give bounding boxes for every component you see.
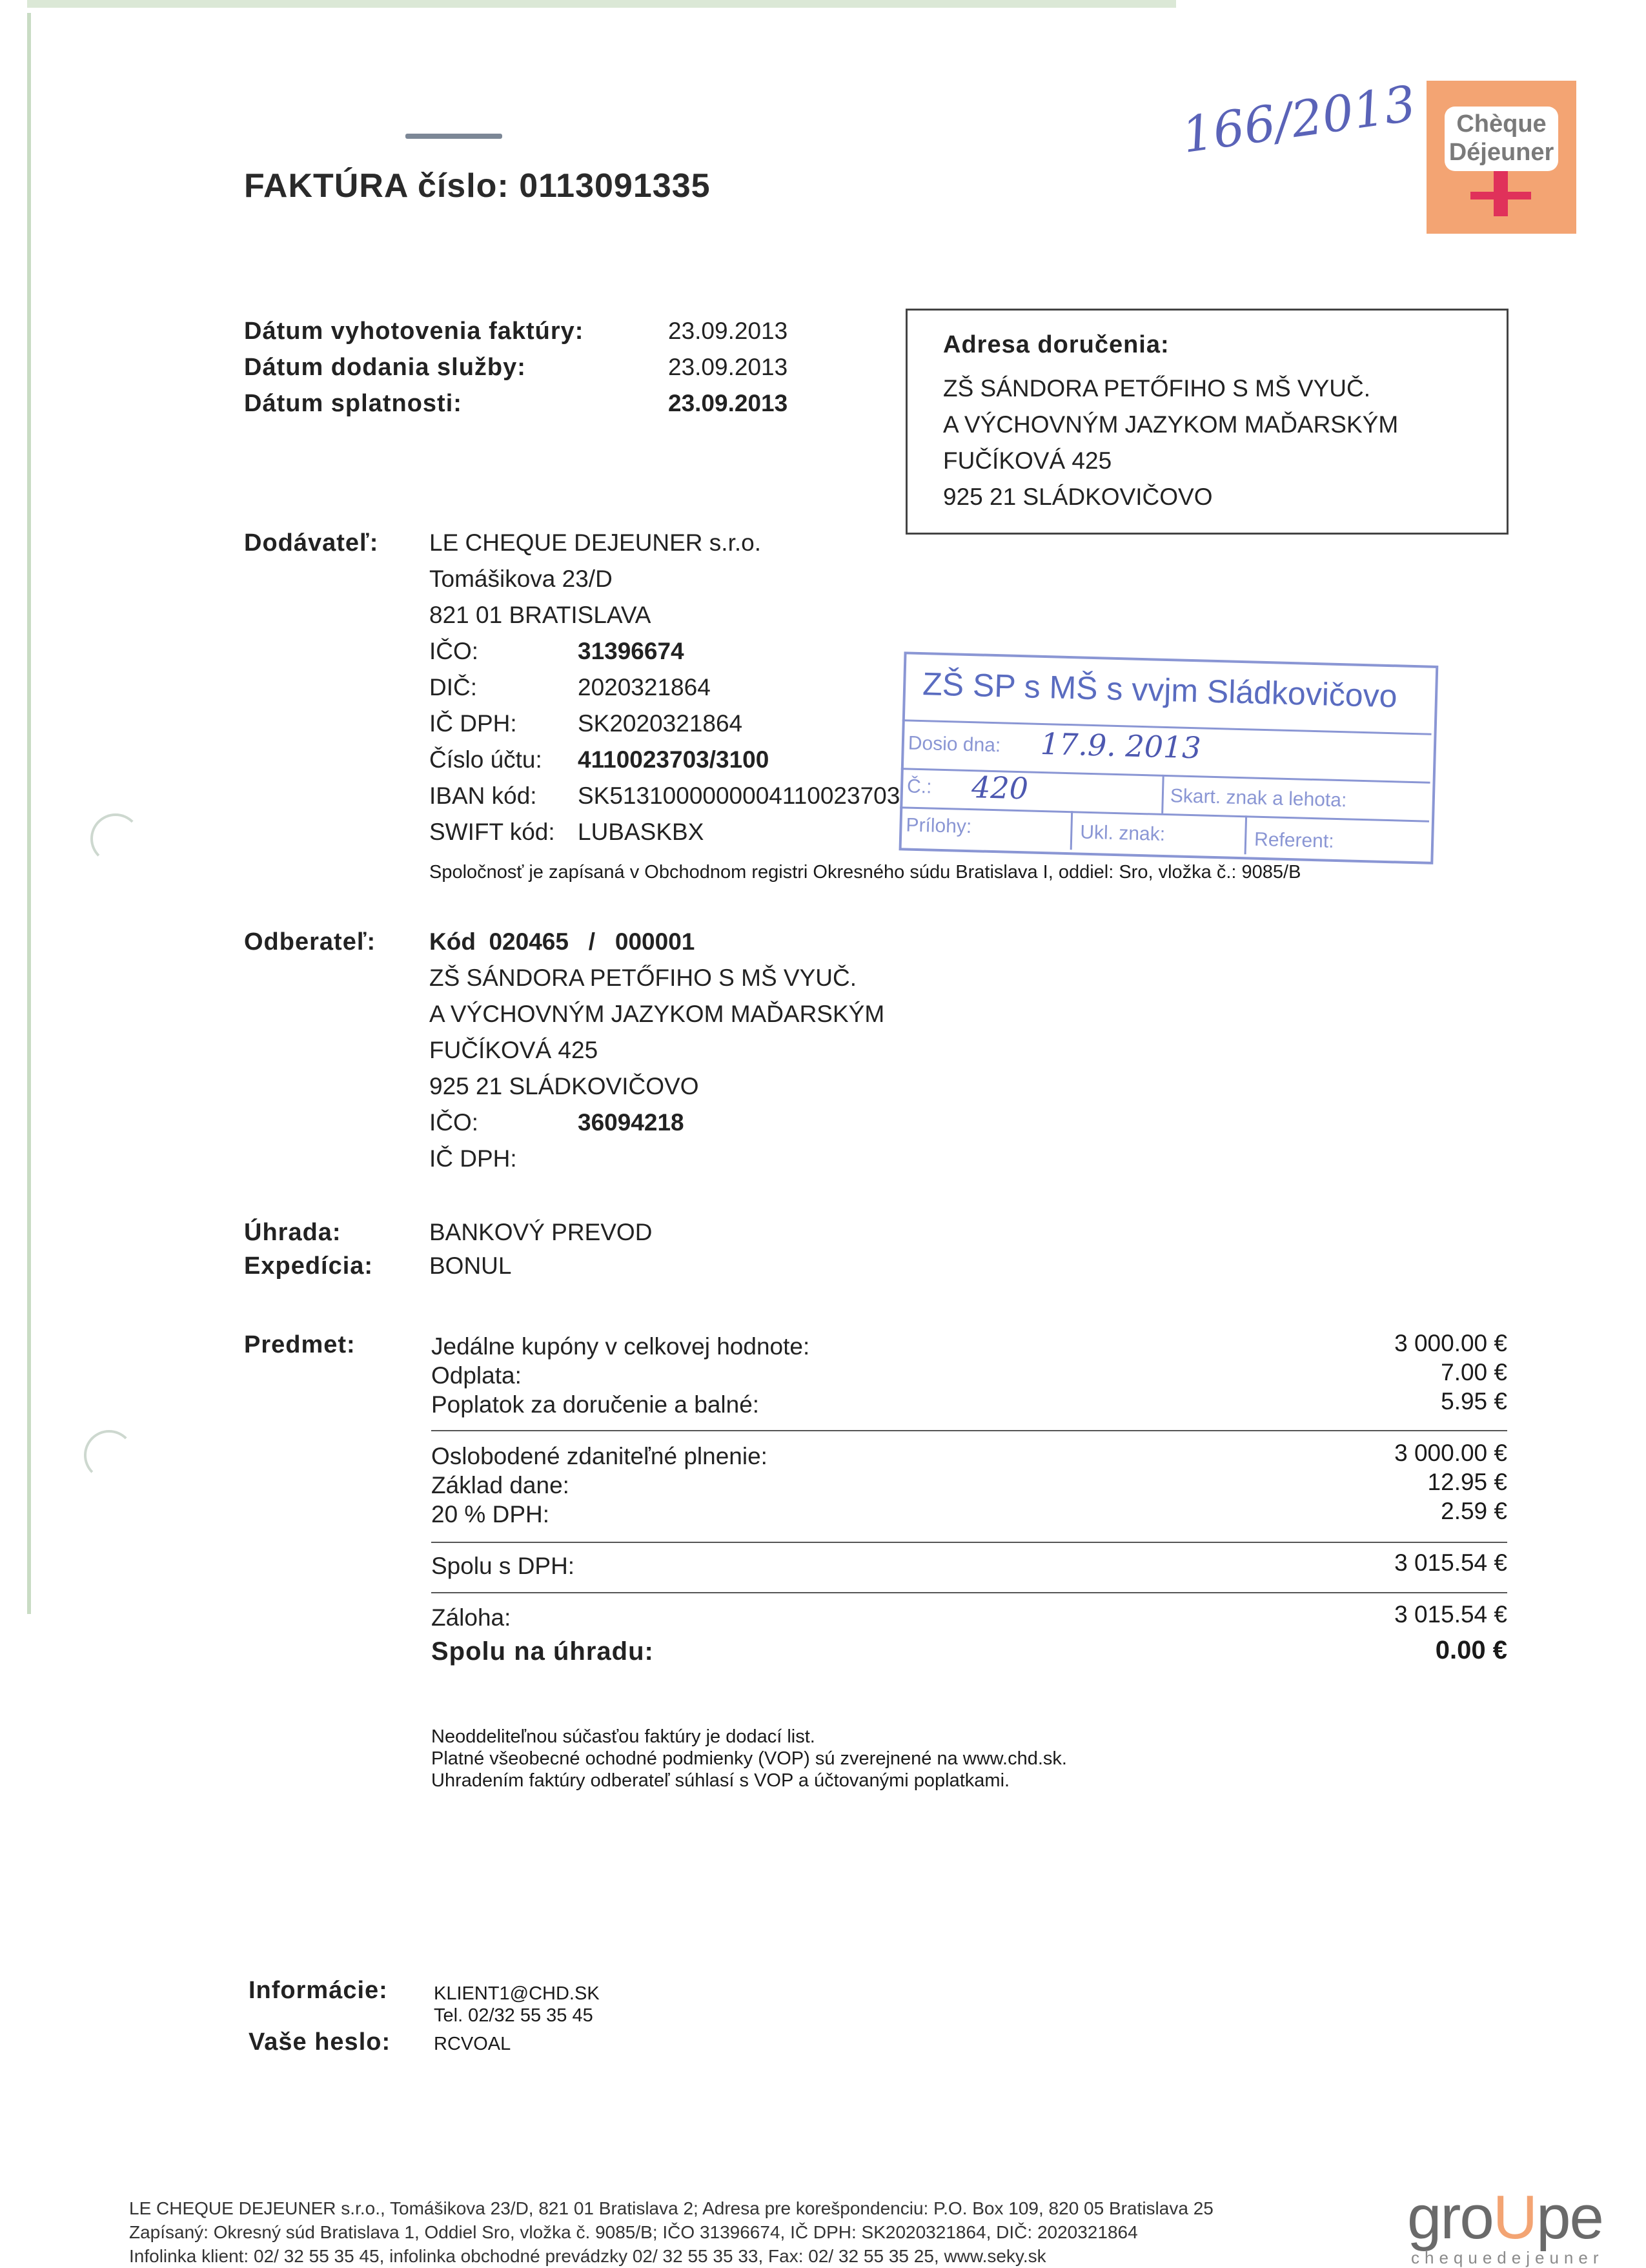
item-label: 20 % DPH: [431, 1501, 550, 1527]
invoice-title: FAKTÚRA číslo: 0113091335 [244, 167, 711, 205]
divider [431, 1430, 1507, 1431]
supplier-swift-value: LUBASKBX [578, 819, 704, 845]
date-due-label: Dátum splatnosti: [244, 390, 462, 417]
supplier-label: Dodávateľ: [244, 529, 379, 557]
supplier-iban-value: SK5131000000004110023703 [578, 782, 900, 809]
expedition-value: BONUL [429, 1252, 512, 1279]
groupe-logo [1407, 2182, 1603, 2253]
logo-text-box [1445, 107, 1558, 171]
info-email: KLIENT1@CHD.SK [434, 1983, 600, 2004]
customer-ico-value: 36094218 [578, 1109, 684, 1136]
password-label: Vaše heslo: [249, 2028, 391, 2056]
date-due-value: 23.09.2013 [668, 390, 788, 416]
footer-line: Infolinka klient: 02/ 32 55 35 45, infolinka obchodné prevádzky 02/ 32 55 35 33, Fax: 02/ 32 55 35 25, www.seky.sk [129, 2246, 1046, 2266]
scan-edge-top [27, 0, 1176, 8]
stamp-number-value: 420 [971, 770, 1029, 806]
supplier-swift-label: SWIFT kód: [429, 819, 555, 845]
date-delivered-label: Dátum dodania služby: [244, 354, 526, 381]
cheque-dejeuner-logo [1427, 81, 1576, 234]
date-issued-label: Dátum vyhotovenia faktúry: [244, 318, 584, 345]
stamp-number-label: Č.: [906, 775, 932, 798]
supplier-iban-label: IBAN kód: [429, 782, 537, 809]
payment-label: Úhrada: [244, 1219, 341, 1246]
item-label: Oslobodené zdaniteľné plnenie: [431, 1443, 767, 1469]
item-label: Poplatok za doručenie a balné: [431, 1391, 760, 1418]
item-amount: 12.95 € [1427, 1469, 1507, 1495]
supplier-ico-value: 31396674 [578, 638, 684, 664]
stamp-ukl-label: Ukl. znak: [1079, 821, 1166, 846]
divider [431, 1542, 1507, 1543]
punch-hole-icon [90, 813, 141, 864]
expedition-label: Expedícia: [244, 1252, 374, 1280]
item-amount: 3 000.00 € [1394, 1440, 1507, 1466]
customer-code: Kód 020465 / 000001 [429, 928, 695, 955]
total-vat-label: Spolu s DPH: [431, 1553, 575, 1579]
customer-line: 925 21 SLÁDKOVIČOVO [429, 1073, 699, 1099]
stamp-dosio-value: 17.9. 2013 [1040, 726, 1202, 766]
groupe-logo-part: gro [1407, 2183, 1493, 2252]
supplier-name: LE CHEQUE DEJEUNER s.r.o. [429, 529, 762, 556]
item-label: Odplata: [431, 1362, 522, 1389]
item-label: Jedálne kupóny v celkovej hodnote: [431, 1333, 810, 1360]
stamp-referent-label: Referent: [1254, 828, 1334, 852]
supplier-icdph-label: IČ DPH: [429, 710, 517, 737]
customer-ico-label: IČO: [429, 1109, 479, 1136]
customer-icdph-label: IČ DPH: [429, 1145, 517, 1172]
scan-edge-left [27, 13, 31, 1614]
note-line: Platné všeobecné ochodné podmienky (VOP) sú zverejnené na www.chd.sk. [431, 1748, 1067, 1769]
payment-value: BANKOVÝ PREVOD [429, 1219, 653, 1245]
handwritten-number: 166/2013 [1178, 74, 1419, 164]
item-amount: 3 000.00 € [1394, 1330, 1507, 1356]
supplier-icdph-value: SK2020321864 [578, 710, 743, 737]
item-amount: 5.95 € [1441, 1388, 1507, 1415]
customer-line: A VÝCHOVNÝM JAZYKOM MAĎARSKÝM [429, 1001, 885, 1027]
punch-hole-icon [84, 1430, 134, 1480]
info-tel: Tel. 02/32 55 35 45 [434, 2005, 593, 2026]
supplier-account-label: Číslo účtu: [429, 746, 542, 773]
footer-line: Zapísaný: Okresný súd Bratislava 1, Oddiel Sro, vložka č. 9085/B; IČO 31396674, IČ DPH: SK2020321864, DIČ: 2020321864 [129, 2222, 1138, 2242]
supplier-street: Tomášikova 23/D [429, 566, 613, 592]
groupe-logo-part: pe [1536, 2183, 1603, 2252]
customer-line: FUČÍKOVÁ 425 [429, 1037, 598, 1063]
supplier-ico-label: IČO: [429, 638, 479, 664]
logo-line1: Chèque [1456, 110, 1547, 138]
supplier-account-value: 4110023703/3100 [578, 746, 769, 773]
date-issued-value: 23.09.2013 [668, 318, 788, 344]
delivery-address-label: Adresa doručenia: [943, 331, 1170, 358]
delivery-address-line: FUČÍKOVÁ 425 [943, 447, 1112, 474]
divider [431, 1592, 1507, 1593]
total-vat-amount: 3 015.54 € [1394, 1549, 1507, 1576]
supplier-dic-value: 2020321864 [578, 674, 711, 700]
stamp-skart-label: Skart. znak a lehota: [1170, 785, 1347, 812]
delivery-address-line: A VÝCHOVNÝM JAZYKOM MAĎARSKÝM [943, 411, 1399, 438]
note-line: Neoddeliteľnou súčasťou faktúry je dodací list. [431, 1726, 815, 1747]
delivery-address-box [906, 309, 1509, 535]
groupe-logo-part: U [1492, 2183, 1537, 2252]
stamp-prilohy-label: Prílohy: [906, 814, 972, 838]
to-pay-label: Spolu na úhradu: [431, 1637, 654, 1666]
stamp-dosio-label: Dosio dna: [908, 732, 1001, 757]
info-label: Informácie: [249, 1977, 388, 2004]
stamp-header: ZŠ SP s MŠ s vvjm Sládkovičovo [922, 666, 1398, 715]
logo-line2: Déjeuner [1448, 139, 1554, 166]
subject-label: Predmet: [244, 1331, 356, 1358]
date-delivered-value: 23.09.2013 [668, 354, 788, 380]
supplier-dic-label: DIČ: [429, 674, 477, 700]
customer-line: ZŠ SÁNDORA PETŐFIHO S MŠ VYUČ. [429, 965, 857, 991]
footer-line: LE CHEQUE DEJEUNER s.r.o., Tomášikova 23/D, 821 01 Bratislava 2; Adresa pre korešpondenciu: P.O. Box 109, 820 05 Bratislava 25 [129, 2198, 1214, 2218]
registry-stamp [899, 651, 1434, 884]
registry-note: Spoločnosť je zapísaná v Obchodnom registri Okresného súdu Bratislava I, oddiel: Sro, vložka č.: 9085/B [429, 862, 1301, 883]
logo-cross-icon [1470, 192, 1531, 199]
item-amount: 2.59 € [1441, 1498, 1507, 1524]
advance-amount: 3 015.54 € [1394, 1601, 1507, 1628]
to-pay-amount: 0.00 € [1435, 1636, 1507, 1664]
decorative-dash [405, 134, 502, 139]
advance-label: Záloha: [431, 1604, 511, 1631]
groupe-logo-subtitle: chequedejeuner [1411, 2248, 1604, 2267]
delivery-address-line: ZŠ SÁNDORA PETŐFIHO S MŠ VYUČ. [943, 375, 1370, 402]
customer-label: Odberateľ: [244, 928, 376, 955]
password-value: RCVOAL [434, 2034, 511, 2054]
item-amount: 7.00 € [1441, 1359, 1507, 1385]
supplier-city: 821 01 BRATISLAVA [429, 602, 651, 628]
item-label: Základ dane: [431, 1472, 569, 1498]
note-line: Uhradením faktúry odberateľ súhlasí s VOP a účtovanými poplatkami. [431, 1770, 1010, 1791]
delivery-address-line: 925 21 SLÁDKOVIČOVO [943, 484, 1213, 510]
